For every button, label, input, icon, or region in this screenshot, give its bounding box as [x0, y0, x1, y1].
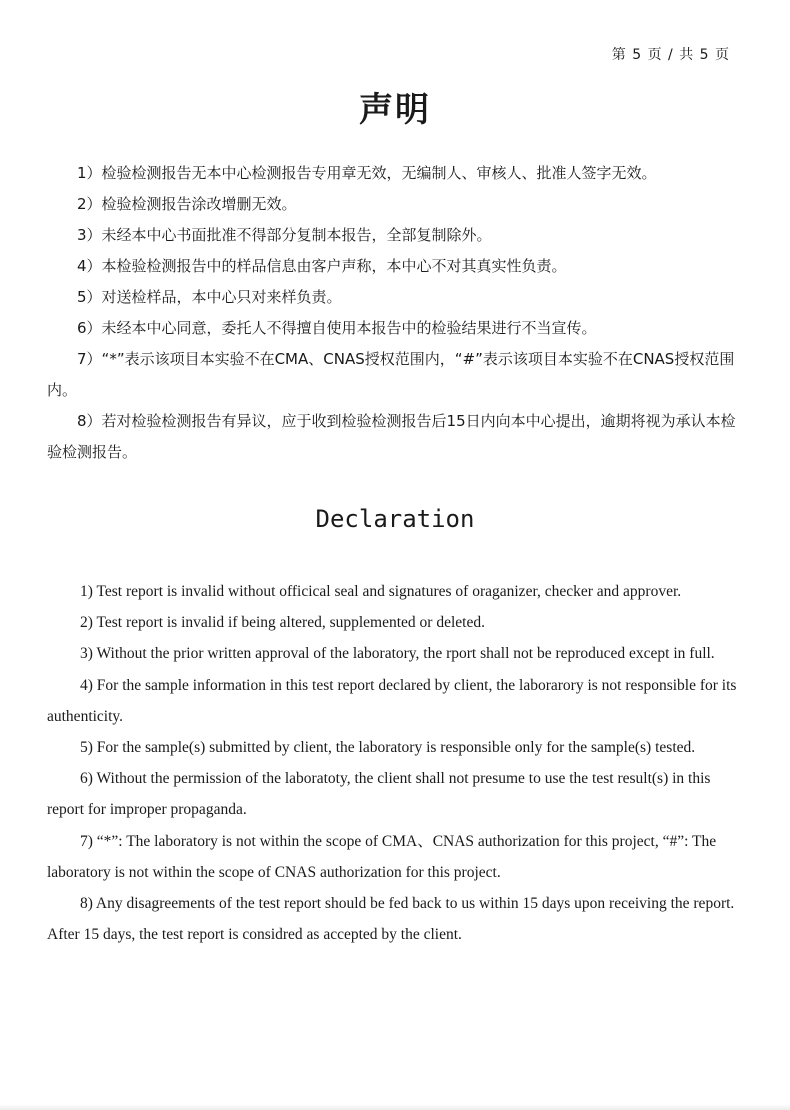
chinese-item-1: 1）检验检测报告无本中心检测报告专用章无效，无编制人、审核人、批准人签字无效。 [77, 164, 657, 182]
english-item-5: 5) For the sample(s) submitted by client, the laboratory is responsible only for the sample(s) tested. [80, 739, 696, 757]
english-item-7: 7) “*”: The laboratory is not within the scope of CMA、CNAS authorization for this project, “#”: The laboratory is not within the scope of CNAS authorization for this project. [47, 832, 717, 881]
english-item-3: 3) Without the prior written approval of the laboratory, the rport shall not be reproduced except in full. [80, 645, 715, 663]
chinese-item-6: 6）未经本中心同意，委托人不得擅自使用本报告中的检验结果进行不当宣传。 [77, 319, 597, 337]
english-declaration-list [47, 576, 747, 950]
chinese-item-4: 4）本检验检测报告中的样品信息由客户声称，本中心不对其真实性负责。 [77, 257, 567, 275]
chinese-item-7: 7）“*”表示该项目本实验不在CMA、CNAS授权范围内，“#”表示该项目本实验不在CNAS授权范围内。 [47, 350, 735, 399]
chinese-declaration-list [47, 158, 749, 468]
page-number: 第 5 页 / 共 5 页 [611, 47, 730, 63]
chinese-item-2: 2）检验检测报告涂改增删无效。 [77, 195, 297, 213]
english-item-1: 1) Test report is invalid without officical seal and signatures of oraganizer, checker and approver. [80, 583, 682, 600]
chinese-item-3: 3）未经本中心书面批准不得部分复制本报告，全部复制除外。 [77, 226, 492, 244]
english-title: Declaration [315, 505, 475, 533]
chinese-item-8: 8）若对检验检测报告有异议，应于收到检验检测报告后15日内向本中心提出，逾期将视为承认本检验检测报告。 [47, 412, 736, 461]
english-item-8: 8) Any disagreements of the test report should be fed back to us within 15 days upon receiving the report. After 15 days, the test report is considred as accepted by the client. [47, 895, 735, 944]
english-item-4: 4) For the sample information in this test report declared by client, the laborarory is not responsible for its authenticity. [47, 676, 737, 725]
page-bottom-edge [0, 1104, 790, 1110]
chinese-title: 声明 [359, 90, 431, 130]
english-item-6: 6) Without the permission of the laboratoty, the client shall not presume to use the test result(s) in this report for improper propaganda. [47, 770, 711, 819]
chinese-item-5: 5）对送检样品，本中心只对来样负责。 [77, 288, 342, 306]
english-item-2: 2) Test report is invalid if being altered, supplemented or deleted. [80, 614, 485, 632]
